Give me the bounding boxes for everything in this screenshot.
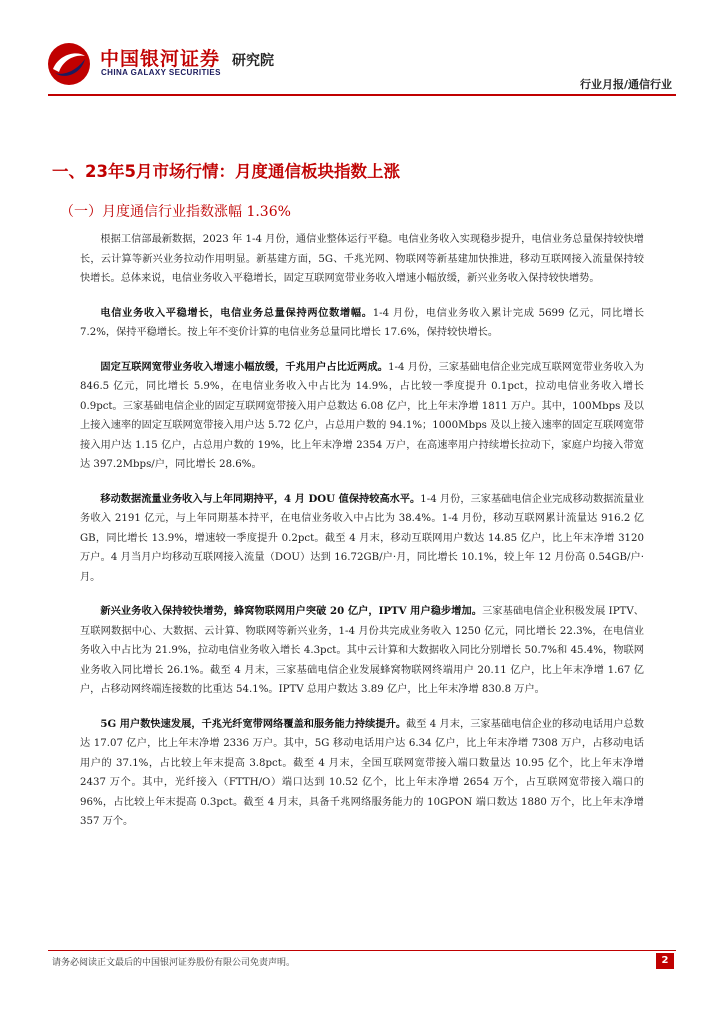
disclaimer-text: 请务必阅读正文最后的中国银河证券股份有限公司免责声明。 <box>52 958 296 968</box>
paragraph-text: 根据工信部最新数据，2023 年 1-4 月份，通信业整体运行平稳。电信业务收入实现稳步提升，电信业务总量保持较快增长，云计算等新兴业务拉动作用明显。新基建方面，5G、千兆光网、物联网等新基建加快推进，移动互联网接入流量保持较快增长。总体来说，电信业务收入平稳增长，固定互联网宽带业务收入增速小幅放缓，新兴业务收入保持较快增势。 <box>80 234 644 284</box>
paragraph-text: 1-4 月份，电信业务收入累计完成 5699 亿元，同比增长 7.2%，保持平稳增长。按上年不变价计算的电信业务总量同比增长 17.6%，保持较快增长。 <box>80 307 645 338</box>
brand-name-cn: 中国银河证券 <box>100 48 221 70</box>
paragraph-overview <box>80 230 644 289</box>
paragraph-5g-users <box>80 715 644 832</box>
paragraph-text: 三家基础电信企业积极发展 IPTV、互联网数据中心、大数据、云计算、物联网等新兴业务，1-4 月份共完成业务收入 1250 亿元，同比增长 22.3%，在电信业务收入中占比为 21.9%，拉动电信业务收入增长 4.3pct。其中云计算和大数据收入同比分别增长 50.7%和 45.4%，物联网业务收入同比增长 26.1%。截至 4 月末，三家基础电信企业发展蜂窝物联网终端用户 20.11 亿户，比上年末净增 1.67 亿户，占移动网终端连接数的比重达 54.1%。IPTV 总用户数达 3.89 亿户，比上年末净增 830.8 万户。 <box>80 606 644 695</box>
section-title: 一、23年5月市场行情：月度通信板块指数上涨 <box>52 162 400 181</box>
report-type-label: 行业月报/通信行业 <box>579 78 672 91</box>
brand-name-en: CHINA GALAXY SECURITIES <box>101 68 221 77</box>
body-content <box>80 230 644 847</box>
paragraph-lead: 电信业务收入平稳增长，电信业务总量保持两位数增幅。 <box>100 306 373 319</box>
paragraph-mobile-data <box>80 490 644 588</box>
paragraph-lead: 固定互联网宽带业务收入增速小幅放缓，千兆用户占比近两成。 <box>100 360 389 373</box>
paragraph-text: 1-4 月份，三家基础电信企业完成互联网宽带业务收入为 846.5 亿元，同比增长 5.9%，在电信业务收入中占比为 14.9%，占比较一季度提升 0.1pct，拉动电信业务收入增长 0.9pct。三家基础电信企业的固定互联网宽带接入用户总数达 6.08 亿户，比上年末净增 1811 万户。其中，100Mbps 及以上接入速率的固定互联网宽带接入用户达 5.72 亿户，占总用户数的 94.1%；1000Mbps 及以上接入速率的固定互联网宽带接入用户达 1.15 亿户，占总用户数的 19%，比上年末净增 2354 万户，在高速率用户持续增长拉动下，家庭户均接入带宽达 397.2Mbps/户，同比增长 28.6%。 <box>80 361 644 470</box>
paragraph-emerging-business <box>80 602 644 700</box>
paragraph-text: 截至 4 月末，三家基础电信企业的移动电话用户总数达 17.07 亿户，比上年末净增 2336 万户。其中，5G 移动电话用户达 6.34 亿户，比上年末净增 7308 万户，占移动电话用户的 37.1%，占比较上年末提高 3.8pct。截至 4 月末，全国互联网宽带接入端口数量达 10.95 亿个，比上年末净增 2437 万个。其中，光纤接入（FTTH/O）端口达到 10.52 亿个，比上年末净增 2654 万个，占互联网宽带接入端口的 96%，占比较上年末提高 0.3pct。截至 4 月末，具备千兆网络服务能力的 10GPON 端口数达 1880 万个，比上年末净增 357 万个。 <box>80 718 644 827</box>
footer-divider <box>48 950 676 951</box>
page-header <box>0 0 724 96</box>
galaxy-logo-icon <box>47 42 91 86</box>
header-divider <box>48 94 676 96</box>
paragraph-telecom-revenue <box>80 304 644 343</box>
subsection-title: （一）月度通信行业指数涨幅 1.36% <box>60 204 291 220</box>
paragraph-lead: 新兴业务收入保持较快增势，蜂窝物联网用户突破 20 亿户，IPTV 用户稳步增加。 <box>100 605 483 617</box>
institute-label: 研究院 <box>232 53 274 69</box>
paragraph-broadband <box>80 358 644 475</box>
page-number: 2 <box>656 953 674 969</box>
paragraph-text: 1-4 月份，三家基础电信企业完成移动数据流量业务收入 2191 亿元，与上年同期基本持平，在电信业务收入中占比为 38.4%。1-4 月份，移动互联网累计流量达 916.2 亿 GB，同比增长 13.9%，增速较一季度提升 0.2pct。截至 4 月末，移动互联网用户数达 14.85 亿户，比上年末净增 3120 万户。4 月当月户均移动互联网接入流量（DOU）达到 16.72GB/户·月，同比增长 10.1%，较上年 12 月份高 0.54GB/户·月。 <box>80 493 644 583</box>
paragraph-lead: 移动数据流量业务收入与上年同期持平，4 月 DOU 值保持较高水平。 <box>100 492 421 505</box>
paragraph-lead: 5G 用户数快速发展，千兆光纤宽带网络覆盖和服务能力持续提升。 <box>100 717 407 730</box>
